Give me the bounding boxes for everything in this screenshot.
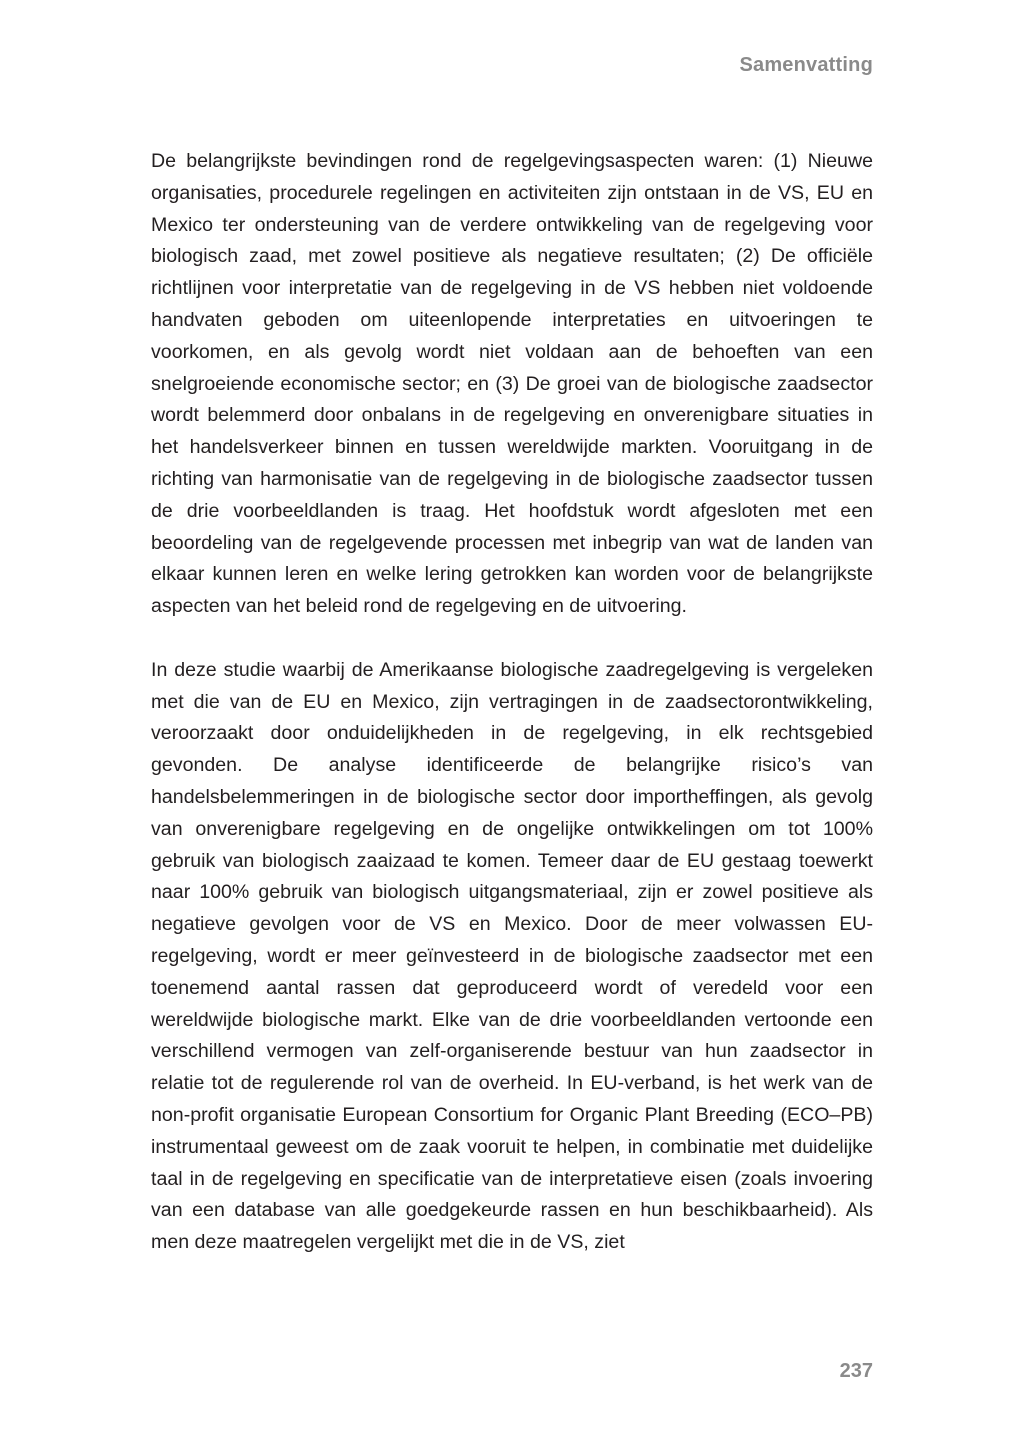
page-number: 237 [839,1360,873,1382]
running-header: Samenvatting [739,54,873,76]
body-text [151,146,873,1259]
paragraph-study-comparison: In deze studie waarbij de Amerikaanse biologische zaadregelgeving is vergeleken met die van de EU en Mexico, zijn vertragingen in de zaadsectorontwikkeling, veroorzaakt door onduidelijkheden in de regelgeving, in elk rechtsgebied gevonden. De analyse identificeerde de belangrijke risico’s van handelsbelemmeringen in de biologische sector door importheffingen, als gevolg van onverenigbare regelgeving en de ongelijke ontwikkelingen om tot 100% gebruik van biologisch zaaizaad te komen. Temeer daar de EU gestaag toewerkt naar 100% gebruik van biologisch uitgangsmateriaal, zijn er zowel positieve als negatieve gevolgen voor de VS en Mexico. Door de meer volwassen EU-regelgeving, wordt er meer geïnvesteerd in de biologische zaadsector met een toenemend aantal rassen dat geproduceerd wordt of veredeld voor een wereldwijde biologische markt. Elke van de drie voorbeeldlanden vertoonde een verschillend vermogen van zelf-organiserende bestuur van hun zaadsector in relatie tot de regulerende rol van de overheid. In EU-verband, is het werk van de non-profit organisatie European Consortium for Organic Plant Breeding (ECO–PB) instrumentaal geweest om de zaak vooruit te helpen, in combinatie met duidelijke taal in de regelgeving en specificatie van de interpretatieve eisen (zoals invoering van een database van alle goedgekeurde rassen en hun beschikbaarheid). Als men deze maatregelen vergelijkt met die in de VS, ziet [151,658,873,1254]
paragraph-regulatory-findings: De belangrijkste bevindingen rond de regelgevingsaspecten waren: (1) Nieuwe organisaties, procedurele regelingen en activiteiten zijn ontstaan in de VS, EU en Mexico ter ondersteuning van de verdere ontwikkeling van de regelgeving voor biologisch zaad, met zowel positieve als negatieve resultaten; (2) De officiële richtlijnen voor interpretatie van de regelgeving in de VS hebben niet voldoende handvaten geboden om uiteenlopende interpretaties en uitvoeringen te voorkomen, en als gevolg wordt niet voldaan aan de behoeften van een snelgroeiende economische sector; en (3) De groei van de biologische zaadsector wordt belemmerd door onbalans in de regelgeving en onverenigbare situaties in het handelsverkeer binnen en tussen wereldwijde markten. Vooruitgang in de richting van harmonisatie van de regelgeving in de biologische zaadsector tussen de drie voorbeeldlanden is traag. Het hoofdstuk wordt afgesloten met een beoordeling van de regelgevende processen met inbegrip van wat de landen van elkaar kunnen leren en welke lering getrokken kan worden voor de belangrijkste aspecten van het beleid rond de regelgeving en de uitvoering. [151,150,873,618]
